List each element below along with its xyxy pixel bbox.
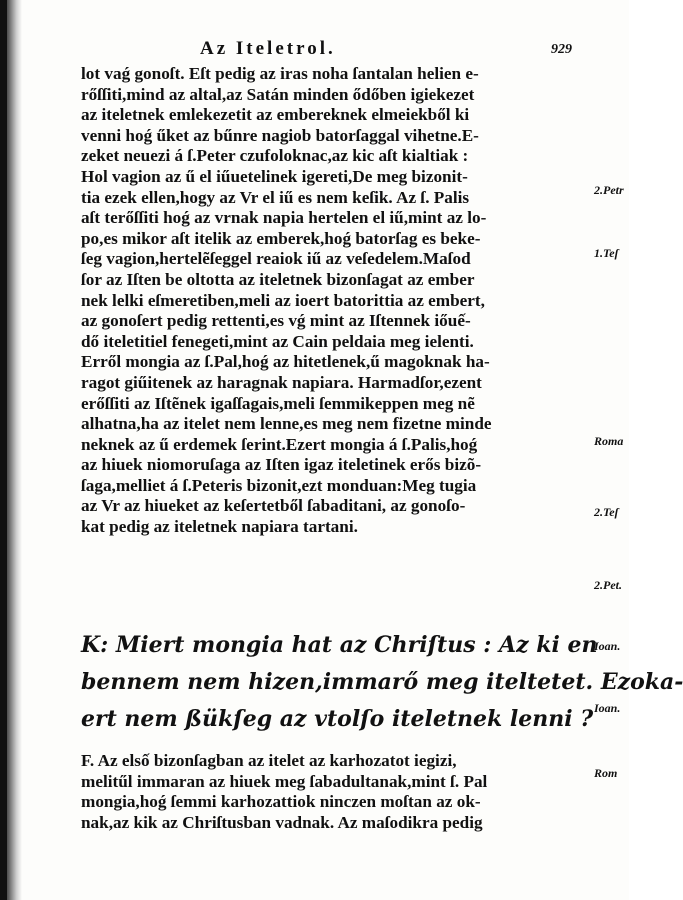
margin-note: 2.Pet. bbox=[594, 578, 622, 592]
question-text: Miert mongia hat az Chriſtus : Az ki en bbox=[115, 632, 598, 658]
text-line: aſt terőſſiti hoǵ az vrnak napia hertelen el iű,mint az lo- bbox=[81, 208, 487, 228]
text-line: lot vaǵ gonoſt. Eſt pedig az iras noha ſantalan helien e- bbox=[81, 64, 479, 83]
text-line: alhatna,ha az itelet nem lenne,es meg nem fizetne minde bbox=[81, 414, 492, 434]
running-title: Az Iteletrol. bbox=[200, 38, 336, 59]
text-line: tia ezek ellen,hogy az Vr el iű es nem keſik. Az ſ. Palis bbox=[81, 187, 470, 207]
text-line: az Vr az hiueket az keſertetből ſabaditani, az gonoſo- bbox=[81, 496, 466, 516]
text-line: neknek az ű erdemek ſerint.Ezert mongia á ſ.Palis,hoǵ bbox=[81, 434, 478, 454]
text-line: rőſſiti,mind az altal,az Satán minden ődőben igiekezet bbox=[81, 84, 475, 104]
text-line: po,es mikor aſt itelik az emberek,hoǵ batorſag es beke- bbox=[81, 228, 481, 248]
text-line: ſeg vagion,hertelẽſeggel reaiok iű az veſedelem.Maſod bbox=[81, 249, 471, 269]
answer-line: nak,az kik az Chriſtusban vadnak. Az maſodikra pedig bbox=[81, 812, 483, 832]
question-marker: K: bbox=[81, 632, 109, 658]
answer-line: mongia,hoǵ ſemmi karhozattiok ninczen moſtan az ok- bbox=[81, 792, 481, 812]
question-line: bennem nem hizen,immarő meg iteltetet. Ezoka- bbox=[81, 669, 683, 695]
answer-line: melitűl immaran az hiuek meg ſabadultanak,mint ſ. Pal bbox=[81, 771, 488, 791]
text-line: erőſſiti az Iſtẽnek igaſſagais,meli ſemmikeppen meg nẽ bbox=[81, 393, 475, 413]
question-line: ert nem ßükſeg az vtolſo iteletnek lenni ? bbox=[81, 706, 594, 732]
answer-line: F. Az elsố bizonſagban az itelet az karhozatot iegizi, bbox=[81, 751, 457, 770]
question-line bbox=[81, 627, 596, 664]
text-line: ſaga,melliet á ſ.Peteris bizonit,ezt monduan:Meg tugia bbox=[81, 475, 477, 495]
text-line: Hol vagion az ű el iűuetelinek igereti,De meg bizonit- bbox=[81, 166, 468, 186]
text-line: Erről mongia az ſ.Pal,hoǵ az hitetlenek,ű magoknak ha- bbox=[81, 352, 490, 372]
text-line: nek lelki eſmeretiben,meli az ioert batorittia az embert, bbox=[81, 290, 485, 310]
text-line: venni hoǵ űket az bűnre nagiob batorſaggal vihetne.E- bbox=[81, 125, 479, 145]
answer-block bbox=[81, 751, 596, 833]
margin-note: 2.Teſ bbox=[594, 505, 619, 519]
text-line: az hiuek niomoruſaga az Iſten igaz iteletinek erős bizõ- bbox=[81, 455, 482, 475]
text-line: dő iteletitiel fenegeti,mint az Cain peldaia meg ielenti. bbox=[81, 331, 474, 351]
margin-note: Rom bbox=[594, 766, 618, 780]
main-text-block bbox=[81, 64, 596, 538]
margin-note: 1.Teſ bbox=[594, 246, 619, 260]
text-line: az iteletnek emlekezetit az embereknek elmeiekből ki bbox=[81, 105, 470, 125]
page-number: 929 bbox=[551, 42, 572, 57]
margin-note: Ioan. bbox=[594, 701, 621, 715]
margin-note: Ioan. bbox=[594, 639, 621, 653]
text-line: az gonoſert pedig rettenti,es vǵ mint az Iſtennek iőuế- bbox=[81, 311, 471, 331]
text-line: ragot giűitenek az haragnak napiara. Harmadſor,ezent bbox=[81, 372, 482, 392]
text-line: ſor az Iſten be oltotta az iteletnek bizonſagat az ember bbox=[81, 269, 475, 289]
margin-note: 2.Petr bbox=[594, 183, 624, 197]
text-line: zeket neuezi á ſ.Peter czufoloknac,az kic aſt kialtiak : bbox=[81, 146, 469, 166]
book-binding-edge bbox=[0, 0, 7, 900]
margin-note: Roma bbox=[594, 434, 624, 448]
text-line: kat pedig az iteletnek napiara tartani. bbox=[81, 517, 358, 537]
